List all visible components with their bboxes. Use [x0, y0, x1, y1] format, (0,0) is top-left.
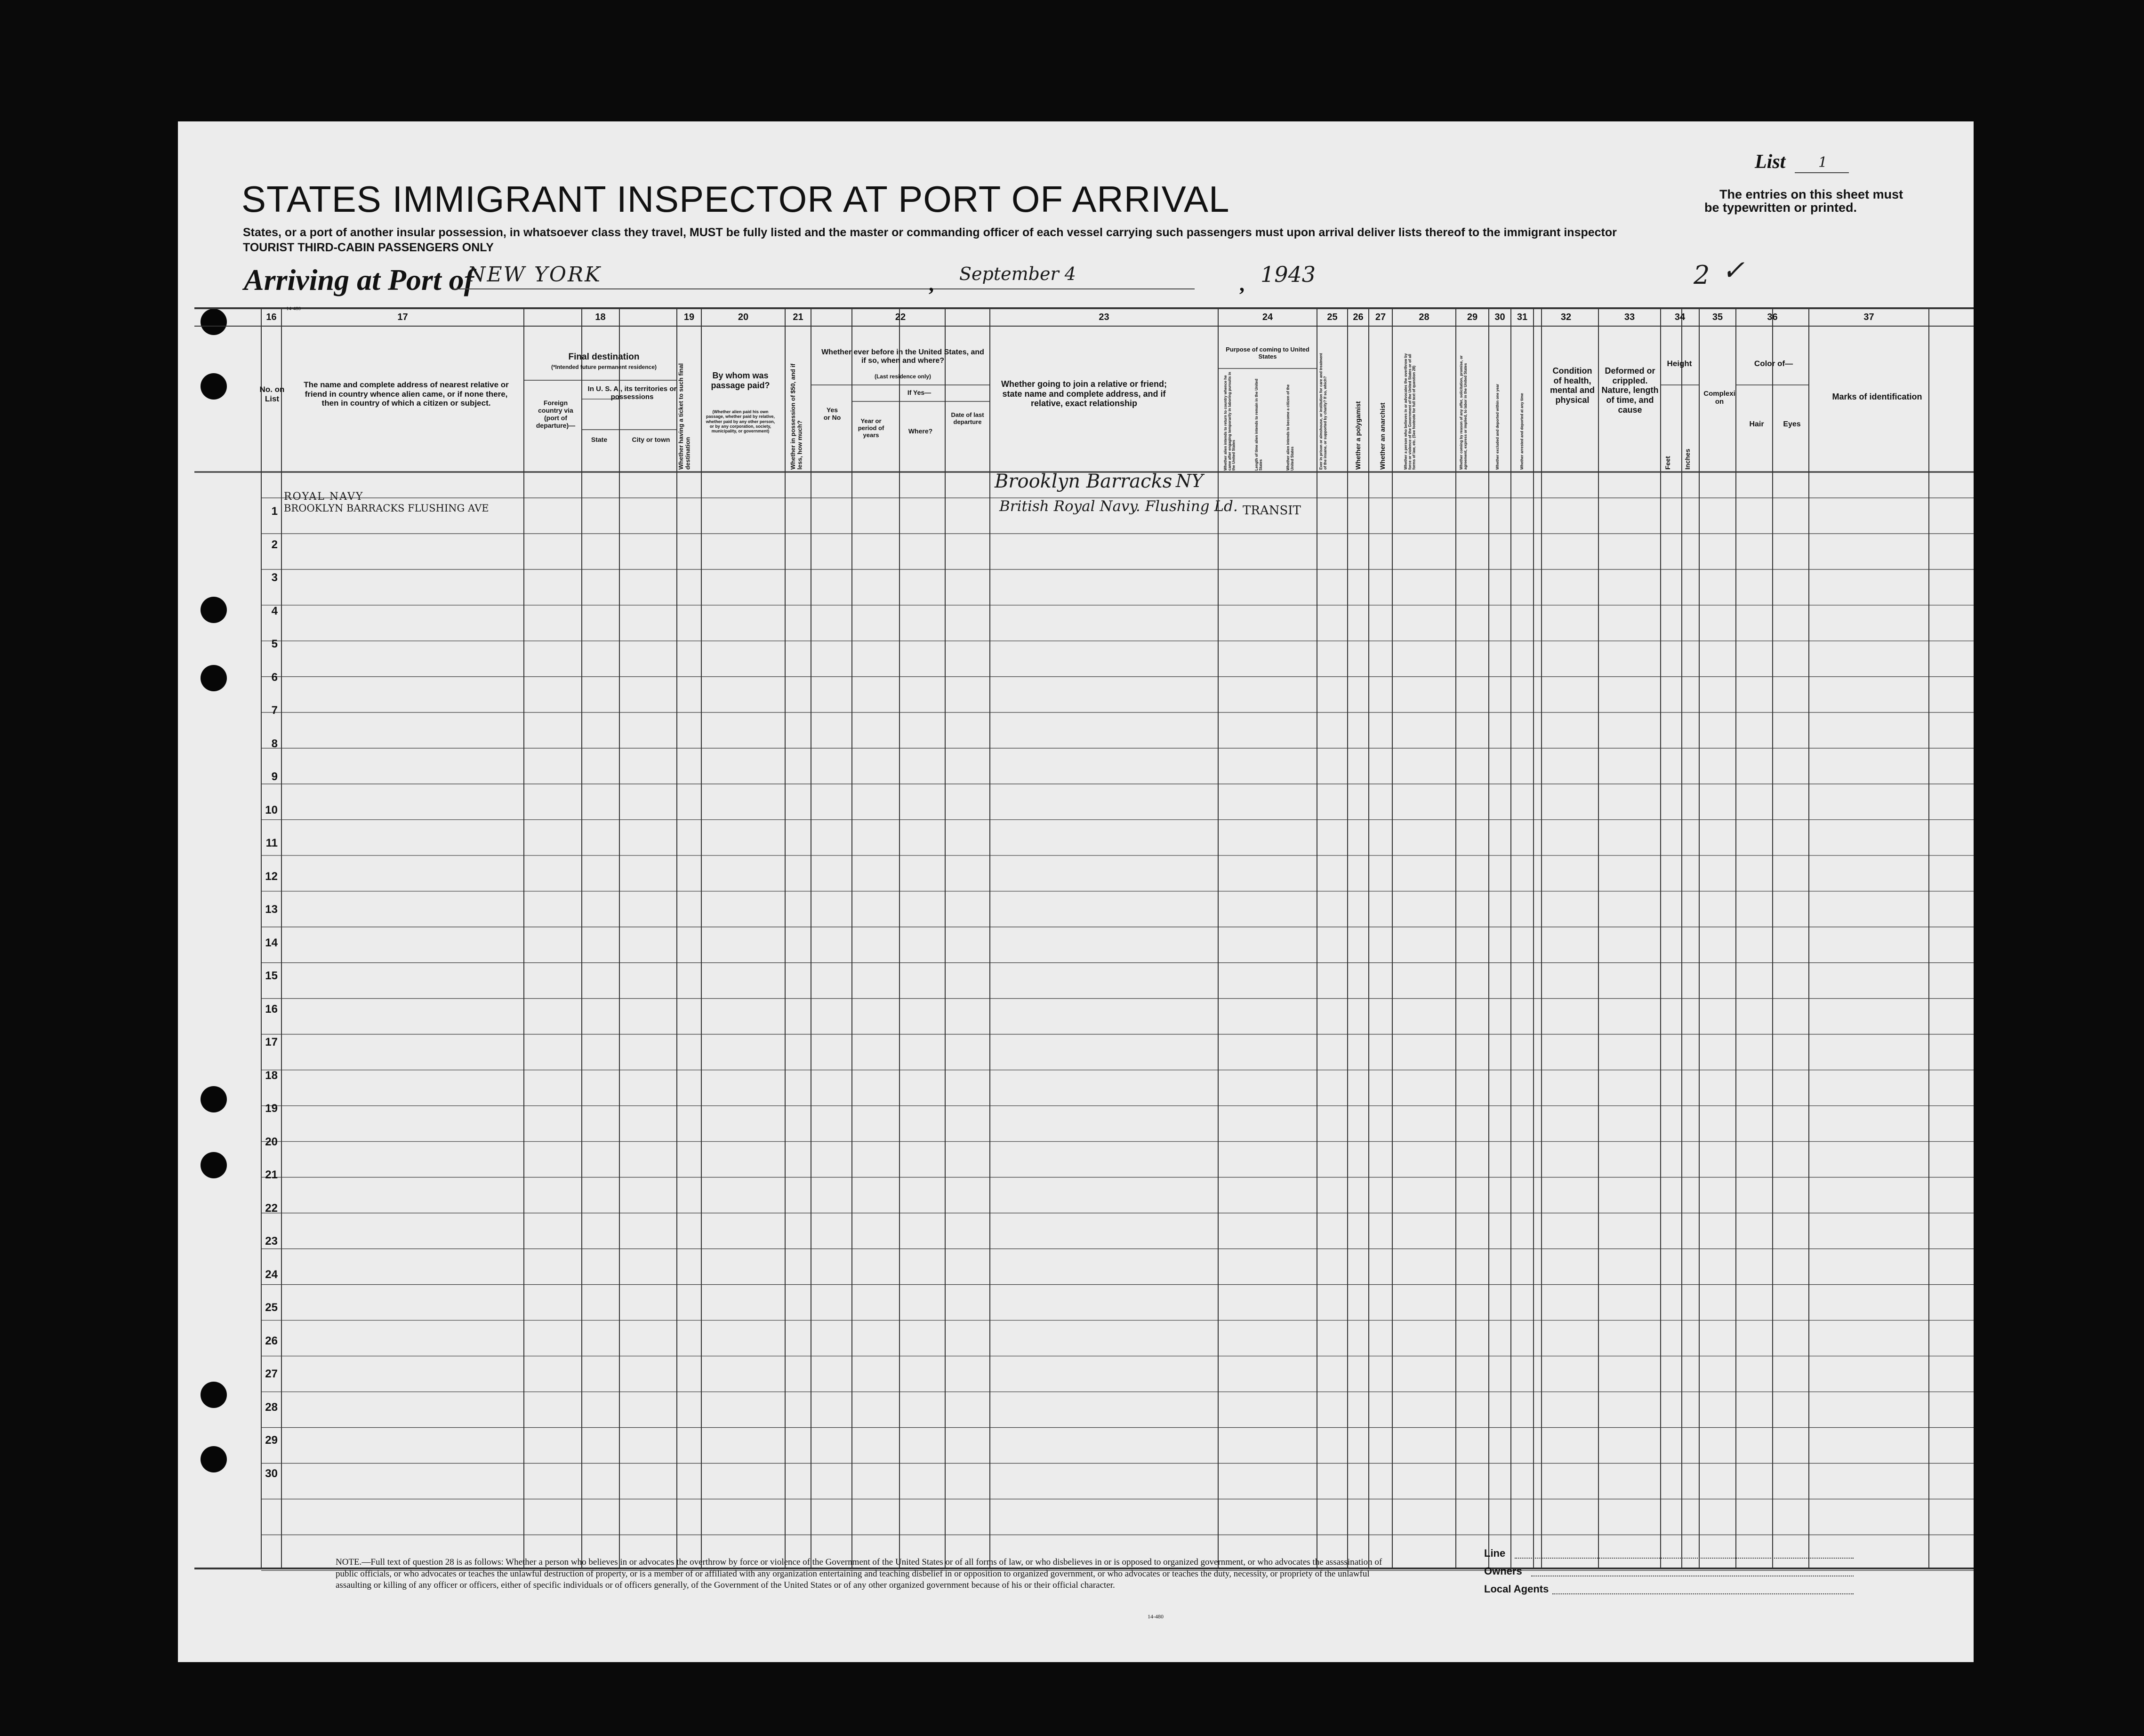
entries-note: The entries on this sheet must: [1719, 187, 1903, 201]
question-28-note: NOTE.—Full text of question 28 is as follows: Whether a person who believes in or advocates the overthrow by force or violence of the Government of the United States or of all forms of law, or who disbelieves in or is opposed to organized government, or who advocates the assassination of public officials, or who advocates or teaches the unlawful destruction of property, or is a member of or affiliated with any organization entertaining and teaching disbelief in or opposition to organized government, or who advocates or teaches the duty, necessity, or propriety of the unlawful assaulting or killing of any officer or officers, either of specific individuals or of officers generally, of the Government of the United States or of any other organized government because of his or their official character.: [336, 1557, 1382, 1591]
column-number: 20: [738, 312, 749, 322]
row-number: 15: [265, 969, 278, 982]
date-value: September 4: [959, 264, 1076, 284]
column-number: 34: [1674, 312, 1686, 322]
col18-header: Final destination: [568, 352, 640, 362]
col32-header: Condition of health, mental and physical: [1550, 366, 1595, 405]
col18-usa: In U. S. A., its territories or possessions: [587, 385, 677, 401]
row1-relative-line2: BROOKLYN BARRACKS FLUSHING AVE: [284, 503, 489, 514]
row-number: 27: [265, 1368, 278, 1380]
col24-header: Purpose of coming to United States: [1226, 346, 1309, 360]
column-number: 32: [1560, 312, 1572, 322]
column-number: 31: [1517, 312, 1528, 322]
row-number: 2: [271, 538, 278, 551]
col22-ifyes: If Yes—: [907, 389, 931, 396]
col34-header: Height: [1667, 359, 1692, 368]
col20-subheader: (Whether alien paid his own passage, whether paid by relative, whether paid by any other person, or by any corporation, society, municipality, or government): [706, 409, 775, 434]
row-number: 5: [271, 638, 278, 650]
local-agents-label: Local Agents: [1484, 1583, 1549, 1595]
col18-foreign: Foreign country via (port of departure)—: [536, 399, 576, 430]
column-number: 19: [683, 312, 695, 322]
list-number: 1: [1818, 154, 1828, 171]
line-label: Line: [1484, 1547, 1506, 1559]
column-number: 16: [266, 312, 277, 322]
col33-header: Deformed or crippled. Nature, length of time, and cause: [1601, 366, 1659, 415]
column-number: 25: [1327, 312, 1338, 322]
col17-header: The name and complete address of nearest relative or friend in country whence alien came, or if none there, then in country of which a citizen or subject.: [304, 380, 509, 408]
col28-header: Whether a person who believes in or advocates the overthrow by force or violence of the Government of the United States or of all forms of law, etc. (See footnote for full text of question 28): [1404, 353, 1416, 470]
col22-date: Date of last departure: [951, 411, 984, 425]
row-number: 14: [265, 936, 278, 949]
row1-relative-line1: ROYAL NAVY: [284, 491, 364, 503]
list-label: List: [1755, 151, 1786, 173]
passenger-class-line: TOURIST THIRD-CABIN PASSENGERS ONLY: [243, 241, 494, 254]
row-number: 16: [265, 1002, 278, 1016]
row-number: 3: [271, 571, 278, 584]
row-number: 4: [271, 604, 278, 617]
column-number: 22: [895, 312, 906, 322]
row-number: 22: [265, 1201, 278, 1215]
col30-header: Whether excluded and deported within one year: [1495, 384, 1500, 470]
row1-join-line2: British Royal Navy. Flushing Ld.: [999, 498, 1238, 515]
row-number: 17: [265, 1036, 278, 1048]
sheet-mark: 2: [1694, 260, 1710, 290]
form-code: 14-480: [286, 306, 301, 312]
row-number: 28: [265, 1400, 278, 1414]
column-number: 17: [397, 312, 408, 322]
row-number: 8: [271, 737, 278, 750]
column-number: 21: [793, 312, 803, 322]
port-value: NEW YORK: [467, 263, 602, 287]
col34-feet: Feet: [1664, 456, 1671, 470]
check-mark: ✓: [1722, 254, 1745, 286]
col29-header: Whether coming by reason of any offer, solicitation, promise, or agreement, express or implied, to labor in the United States: [1459, 355, 1468, 470]
row-number: 19: [265, 1102, 278, 1115]
note-code: 14-480: [1148, 1613, 1164, 1620]
arriving-label: Arriving at Port of: [244, 263, 474, 296]
col16-header: No. on List: [259, 385, 285, 403]
row-number: 11: [265, 837, 278, 849]
col22-where: Where?: [908, 427, 933, 435]
col36-hair: Hair: [1749, 420, 1764, 428]
column-number: 36: [1767, 312, 1778, 322]
col20-header: By whom was passage paid?: [711, 371, 770, 390]
form-title: STATES IMMIGRANT INSPECTOR AT PORT OF ARRIVAL: [241, 178, 1230, 220]
col36-eyes: Eyes: [1783, 420, 1801, 428]
instruction-line: States, or a port of another insular possession, in whatsoever class they travel, MUST be fully listed and the master or commanding officer of each vessel carrying such passengers must upon arrival deliver lists thereof to the immigrant inspector: [243, 226, 1617, 239]
col26-header: Whether a polygamist: [1354, 401, 1362, 470]
row1-purpose: TRANSIT: [1243, 504, 1301, 518]
col34-inches: Inches: [1684, 448, 1691, 470]
row-number: 13: [265, 903, 278, 916]
row-number: 18: [265, 1069, 278, 1082]
column-number: 33: [1624, 312, 1635, 322]
owners-label: Owners: [1484, 1565, 1522, 1577]
col24-a: Whether alien intends to return to country whence he came after engaging temporarily in laboring pursuits in the United States: [1223, 372, 1236, 471]
col18-subheader: (*Intended future permanent residence): [551, 364, 657, 370]
manifest-grid: [178, 121, 1974, 1662]
row-number: 21: [265, 1168, 278, 1181]
column-number: 30: [1494, 312, 1505, 322]
row1-join-line1: Brooklyn Barracks: [995, 471, 1172, 492]
column-number: 28: [1419, 312, 1429, 322]
column-number: 26: [1353, 312, 1364, 322]
col25-header: Ever in prison or almshouse, or institution for care and treatment of the insane, or supported by charity? If so, which?: [1319, 353, 1327, 470]
row-number: 23: [265, 1235, 278, 1248]
row-number: 20: [265, 1135, 278, 1148]
column-number: 18: [595, 312, 606, 322]
col19-header: Whether having a ticket to such final destination: [677, 363, 691, 470]
column-number: 37: [1863, 312, 1874, 322]
col35-header: Complexion: [1703, 390, 1735, 406]
row1-join-ny: NY: [1176, 471, 1204, 491]
year-value: 1943: [1261, 262, 1316, 287]
row-number: 6: [271, 671, 278, 684]
row-number: 29: [265, 1434, 278, 1447]
col22-yesno: Yes or No: [823, 406, 841, 422]
col24-b: Length of time alien intends to remain in the United States: [1254, 378, 1263, 471]
col22-header: Whether ever before in the United States, and if so, when and where?: [821, 348, 984, 365]
col22-subheader: (Last residence only): [874, 373, 931, 380]
column-number: 24: [1262, 312, 1273, 322]
col18-state: State: [591, 436, 608, 443]
col37-header: Marks of identification: [1832, 392, 1922, 401]
col23-header: Whether going to join a relative or friend; state name and complete address, and if relative, exact relationship: [1001, 379, 1167, 408]
row-number: 30: [265, 1467, 278, 1480]
row-number: 10: [265, 803, 278, 816]
row-number: 9: [271, 770, 278, 783]
col31-header: Whether arrested and deported at any time: [1520, 393, 1524, 470]
column-number: 29: [1467, 312, 1478, 322]
col22-year: Year or period of years: [858, 417, 884, 439]
row-number: 25: [265, 1301, 278, 1314]
column-number: 35: [1712, 312, 1723, 322]
row-number: 24: [265, 1268, 278, 1281]
column-number: 27: [1375, 312, 1386, 322]
col36-header: Color of—: [1754, 359, 1793, 368]
col24-c: Whether alien intends to become a citizen of the United States: [1286, 384, 1294, 471]
col21-header: Whether in possession of $50, and if less, how much?: [789, 363, 803, 470]
column-number: 23: [1099, 312, 1109, 322]
row-number: 26: [265, 1334, 278, 1347]
row-number: 1: [271, 505, 278, 518]
row-number: 12: [265, 870, 278, 883]
entries-note: be typewritten or printed.: [1704, 200, 1857, 215]
row-number: 7: [271, 704, 278, 717]
col18-city: City or town: [632, 436, 670, 443]
manifest-sheet: STATES IMMIGRANT INSPECTOR AT PORT OF ARRIVAL States, or a port of another insular possession, in whatsoever class they travel, MUST be fully listed and the master or commanding officer of each vessel carrying such passengers must upon arrival deliver lists thereof to the immigrant inspector TOURIST THIRD-CABIN PASSENGERS ONLY List 1 The entries on this sheet must be typewritten or printed. Arriving at Port of NEW YORK , September 4 , 1943 2 ✓ 14-480 16 17 18 19 20 21 22 23 24 25 26 27 28 29 30 31 32 33 34 35 36 37 No. on List The name and complete address of nearest relative or friend in country whence alien came, or if none there, then in country of which a citizen or subject. Final destination (*Intended future permanent residence) Foreign country via (port of departure)— In U. S. A., its territories or possessions State City or town Whether having a ticket to such final destination By whom was passage paid? (Whether alien paid his own passage, whether paid by relative, whether paid by any other person, or by any corporation, society, municipality, or government) Whether in possession of $50, and if less, how much? Whether ever before in the United States, and if so, when and where? (Last residence only) If Yes— Yes or No Year or period of years Where? Date of last departure Whether going to join a relative or friend; state name and complete address, and if relative, exact relationship Purpose of coming to United States Whether alien intends to return to country whence he came after engaging temporarily in laboring pursuits in the United States Length of time alien intends to remain in the United States Whether alien intends to become a citizen of the United States Ever in prison or almshouse, or institution for care and treatment of the insane, or supported by charity? If so, which? Whether a polygamist Whether an anarchist Whether a person who believes in or advocates the overthrow by force or violence of the Government of the United States or of all forms of law, etc. (See footnote for full text of question 28) Whether coming by reason of any offer, solicitation, promise, or agreement, express or implied, to labor in the United States Whether excluded and deported within one year Whether arrested and deported at any time Condition of health, mental and physical Deformed or crippled. Nature, length of time, and cause Height Feet Inches Complexion Color of— Hair Eyes Marks of identification 1 2 3 4 5 6 7 8 9 10 11 12 13 14 15 16 17 18 19 20 21 22 23 24 25 26 27 28 29 30 ROYAL NAVY BROOKLYN BARRACKS FLUSHING AVE Brooklyn Barracks NY British Royal Navy. Flushing Ld. TRANSIT NOTE.—Full text of question 28 is as follows: Whether a person who believes in or advocates the overthrow by force or violence of the Government of the United States or of all forms of law, or who disbelieves in or is opposed to organized government, or who advocates the assassination of public officials, or who advocates or teaches the unlawful destruction of property, or is a member of or affiliated with any organization entertaining and teaching disbelief in or opposition to organized government, or who advocates or teaches the duty, necessity, or propriety of the unlawful assaulting or killing of any officer or officers, either of specific individuals or of officers generally, of the Government of the United States or of any other organized government because of his or their official character. 14-480 Line Owners Local Agents: [178, 121, 1974, 1662]
col27-header: Whether an anarchist: [1379, 402, 1386, 470]
